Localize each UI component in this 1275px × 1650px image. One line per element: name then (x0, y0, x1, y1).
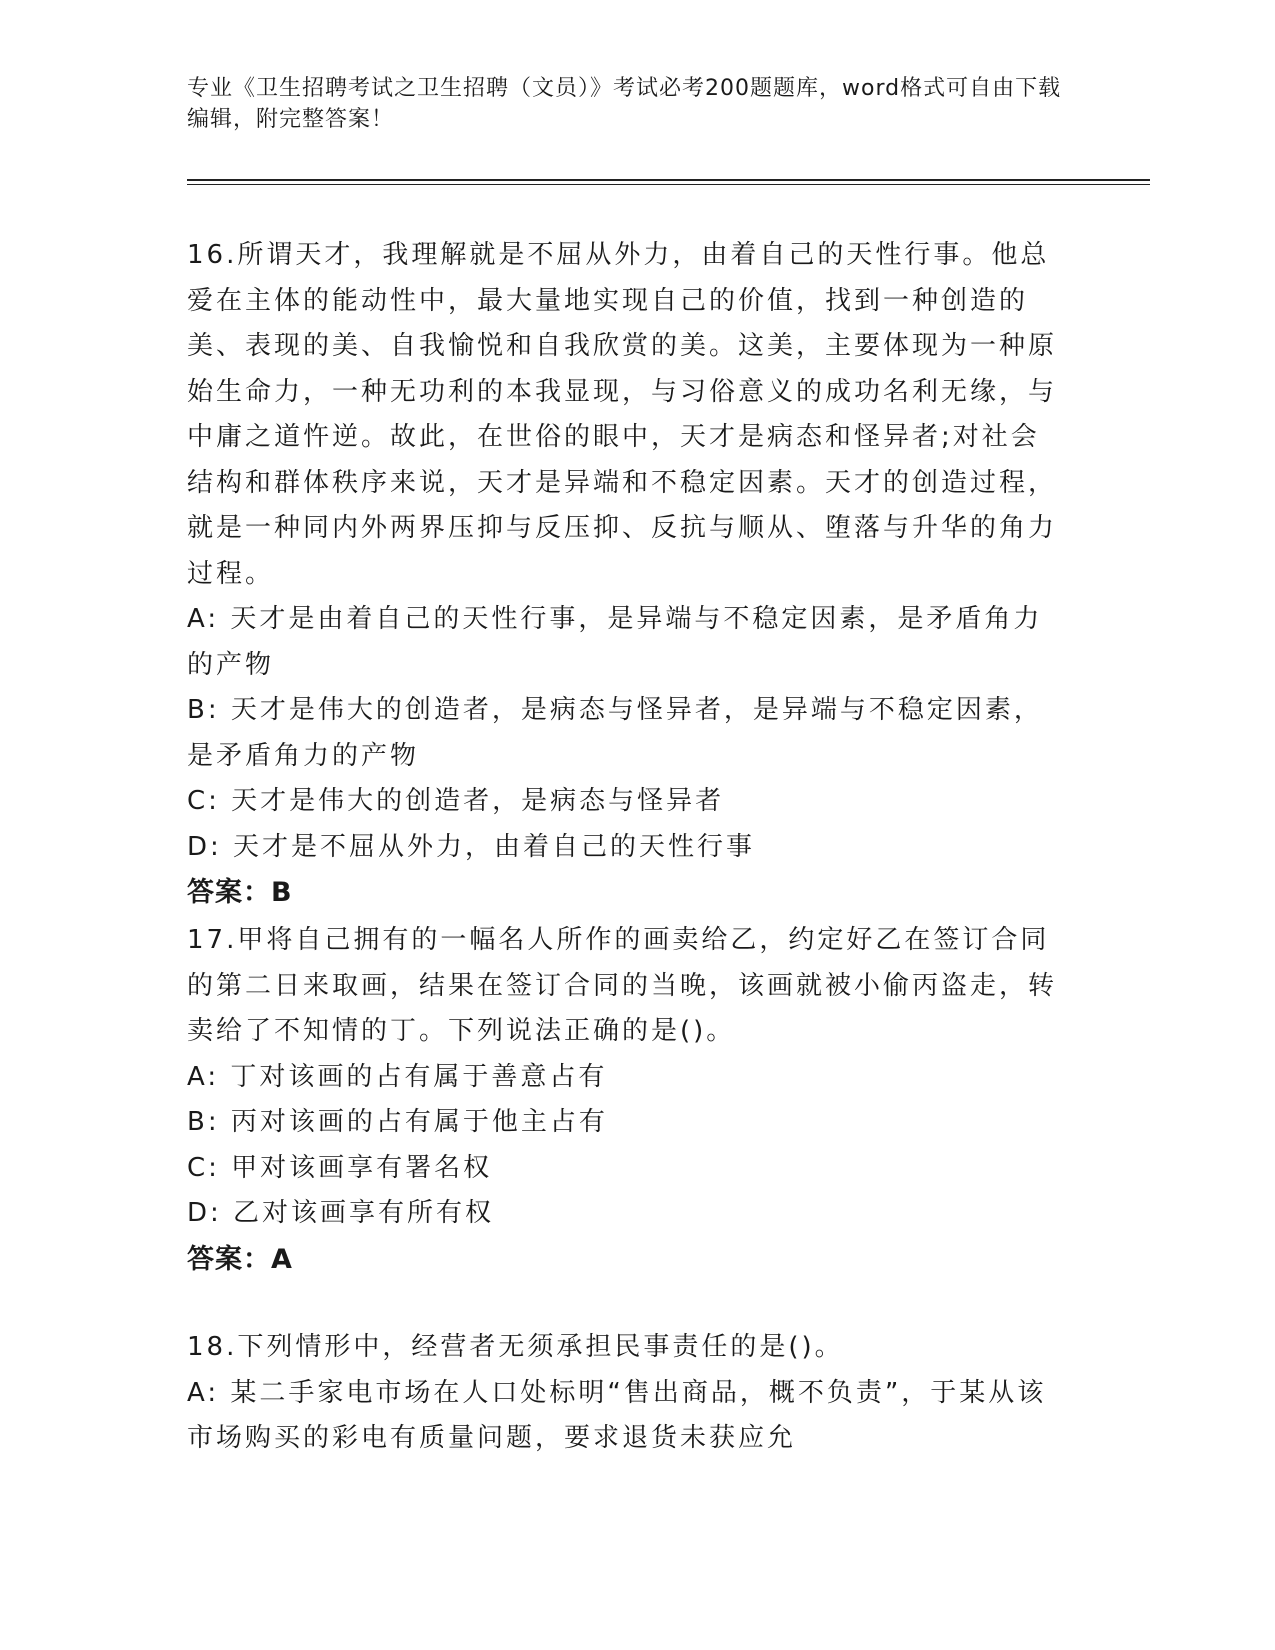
header-divider-thin (187, 184, 1150, 185)
option-c: C: 天才是伟大的创造者，是病态与怪异者 (187, 786, 725, 816)
option-b: B: 丙对该画的占有属于他主占有 (187, 1107, 608, 1137)
header-divider-thick (187, 179, 1150, 181)
option-b: B: 天才是伟大的创造者，是病态与怪异者，是异端与不稳定因素，是矛盾角力的产物 (187, 695, 1043, 771)
answer-label: 答案：A (187, 1243, 293, 1275)
question-16 (187, 233, 1067, 916)
option-a: A: 天才是由着自己的天性行事，是异端与不稳定因素，是矛盾角力的产物 (187, 604, 1043, 680)
option-a: A: 某二手家电市场在人口处标明“售出商品，概不负责”，于某从该市场购买的彩电有质量问题，要求退货未获应允 (187, 1377, 1047, 1453)
question-stem: 17.甲将自己拥有的一幅名人所作的画卖给乙，约定好乙在签订合同的第二日来取画，结果在签订合同的当晚，该画就被小偷丙盗走，转卖给了不知情的丁。下列说法正确的是()。 (187, 925, 1058, 1046)
option-d: D: 乙对该画享有所有权 (187, 1198, 495, 1228)
option-a: A: 丁对该画的占有属于善意占有 (187, 1061, 608, 1092)
question-18 (187, 1325, 1067, 1462)
option-c: C: 甲对该画享有署名权 (187, 1152, 493, 1183)
answer-label: 答案：B (187, 877, 293, 908)
question-17 (187, 918, 1067, 1282)
option-d: D: 天才是不屈从外力，由着自己的天性行事 (187, 831, 756, 862)
question-stem: 18.下列情形中，经营者无须承担民事责任的是()。 (187, 1332, 844, 1362)
document-header: 专业《卫生招聘考试之卫生招聘（文员）》考试必考200题题库，word格式可自由下载编辑，附完整答案！ (187, 76, 1062, 132)
question-stem: 16.所谓天才，我理解就是不屈从外力，由着自己的天性行事。他总爱在主体的能动性中，最大量地实现自己的价值，找到一种创造的美、表现的美、自我愉悦和自我欣赏的美。这美，主要体现为一种原始生命力，一种无功利的本我显现，与习俗意义的成功名利无缘，与中庸之道忤逆。故此，在世俗的眼中，天才是病态和怪异者;对社会结构和群体秩序来说，天才是异端和不稳定因素。天才的创造过程，就是一种同内外两界压抑与反压抑、反抗与顺从、堕落与升华的角力过程。 (187, 240, 1058, 589)
